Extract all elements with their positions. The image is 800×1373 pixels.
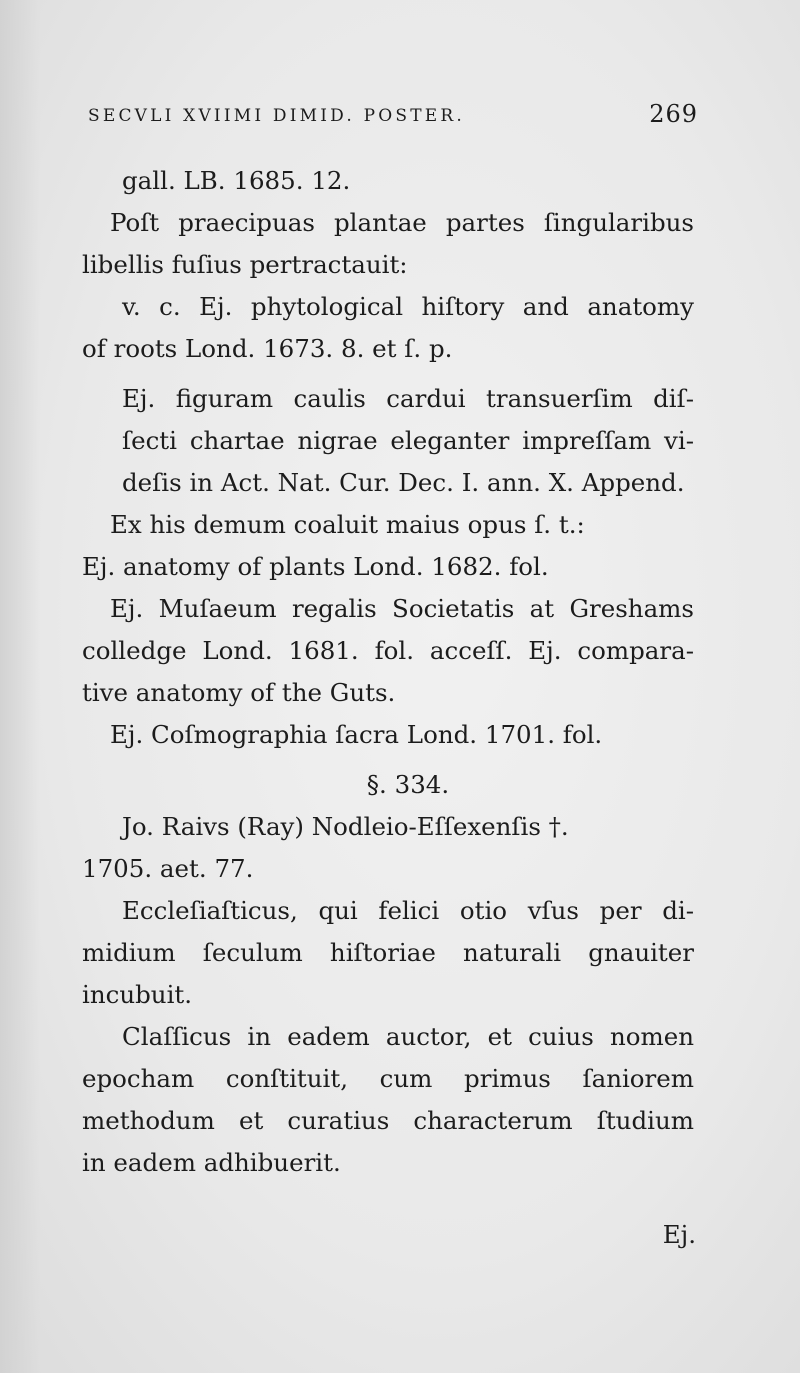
text-line: midium ſeculum hiſtoriae naturali gnauiter xyxy=(82,938,694,967)
section-heading: §. 334. xyxy=(366,770,450,799)
body-text xyxy=(82,160,694,1184)
text-line: Claſſicus in eadem auctor, et cuius nomen xyxy=(122,1022,694,1051)
text-line: Ej. Muſaeum regalis Societatis at Greshams xyxy=(110,594,694,623)
page-header xyxy=(88,100,698,136)
page-number: 269 xyxy=(649,100,698,128)
binding-shadow xyxy=(0,0,40,1373)
text-line: 1705. aet. 77. xyxy=(82,854,254,883)
text-line: incubuit. xyxy=(82,980,193,1009)
catchword: Ej. xyxy=(662,1220,696,1249)
text-line: colledge Lond. 1681. fol. acceſſ. Ej. compara- xyxy=(82,636,694,665)
text-line: v. c. Ej. phytological hiſtory and anatomy xyxy=(122,292,694,321)
text-line: deſis in Act. Nat. Cur. Dec. I. ann. X. Append. xyxy=(122,468,685,497)
text-line: epocham conſtituit, cum primus ſaniorem xyxy=(82,1064,694,1093)
text-line: methodum et curatius characterum ſtudium xyxy=(82,1106,694,1135)
text-line: gall. LB. 1685. 12. xyxy=(122,166,351,195)
text-line: Ej. Coſmographia ſacra Lond. 1701. fol. xyxy=(110,720,603,749)
text-line: ſecti chartae nigrae eleganter impreſſam vi- xyxy=(122,426,694,455)
text-line: Jo. Raivs (Ray) Nodleio-Eſſexenſis †. xyxy=(122,812,569,841)
running-head: SECVLI XVIIMI DIMID. POSTER. xyxy=(88,106,465,126)
text-line: Ej. figuram caulis cardui transuerſim diſ- xyxy=(122,384,694,413)
text-line: Ej. anatomy of plants Lond. 1682. fol. xyxy=(82,552,549,581)
text-line: in eadem adhibuerit. xyxy=(82,1148,341,1177)
text-line: tive anatomy of the Guts. xyxy=(82,678,396,707)
text-line: Eccleſiaſticus, qui felici otio vſus per di- xyxy=(122,896,694,925)
text-line: libellis fuſius pertractauit: xyxy=(82,250,408,279)
text-line: Poſt praecipuas plantae partes ſingularibus xyxy=(110,208,694,237)
text-line: of roots Lond. 1673. 8. et ſ. p. xyxy=(82,334,453,363)
text-line: Ex his demum coaluit maius opus ſ. t.: xyxy=(110,510,585,539)
